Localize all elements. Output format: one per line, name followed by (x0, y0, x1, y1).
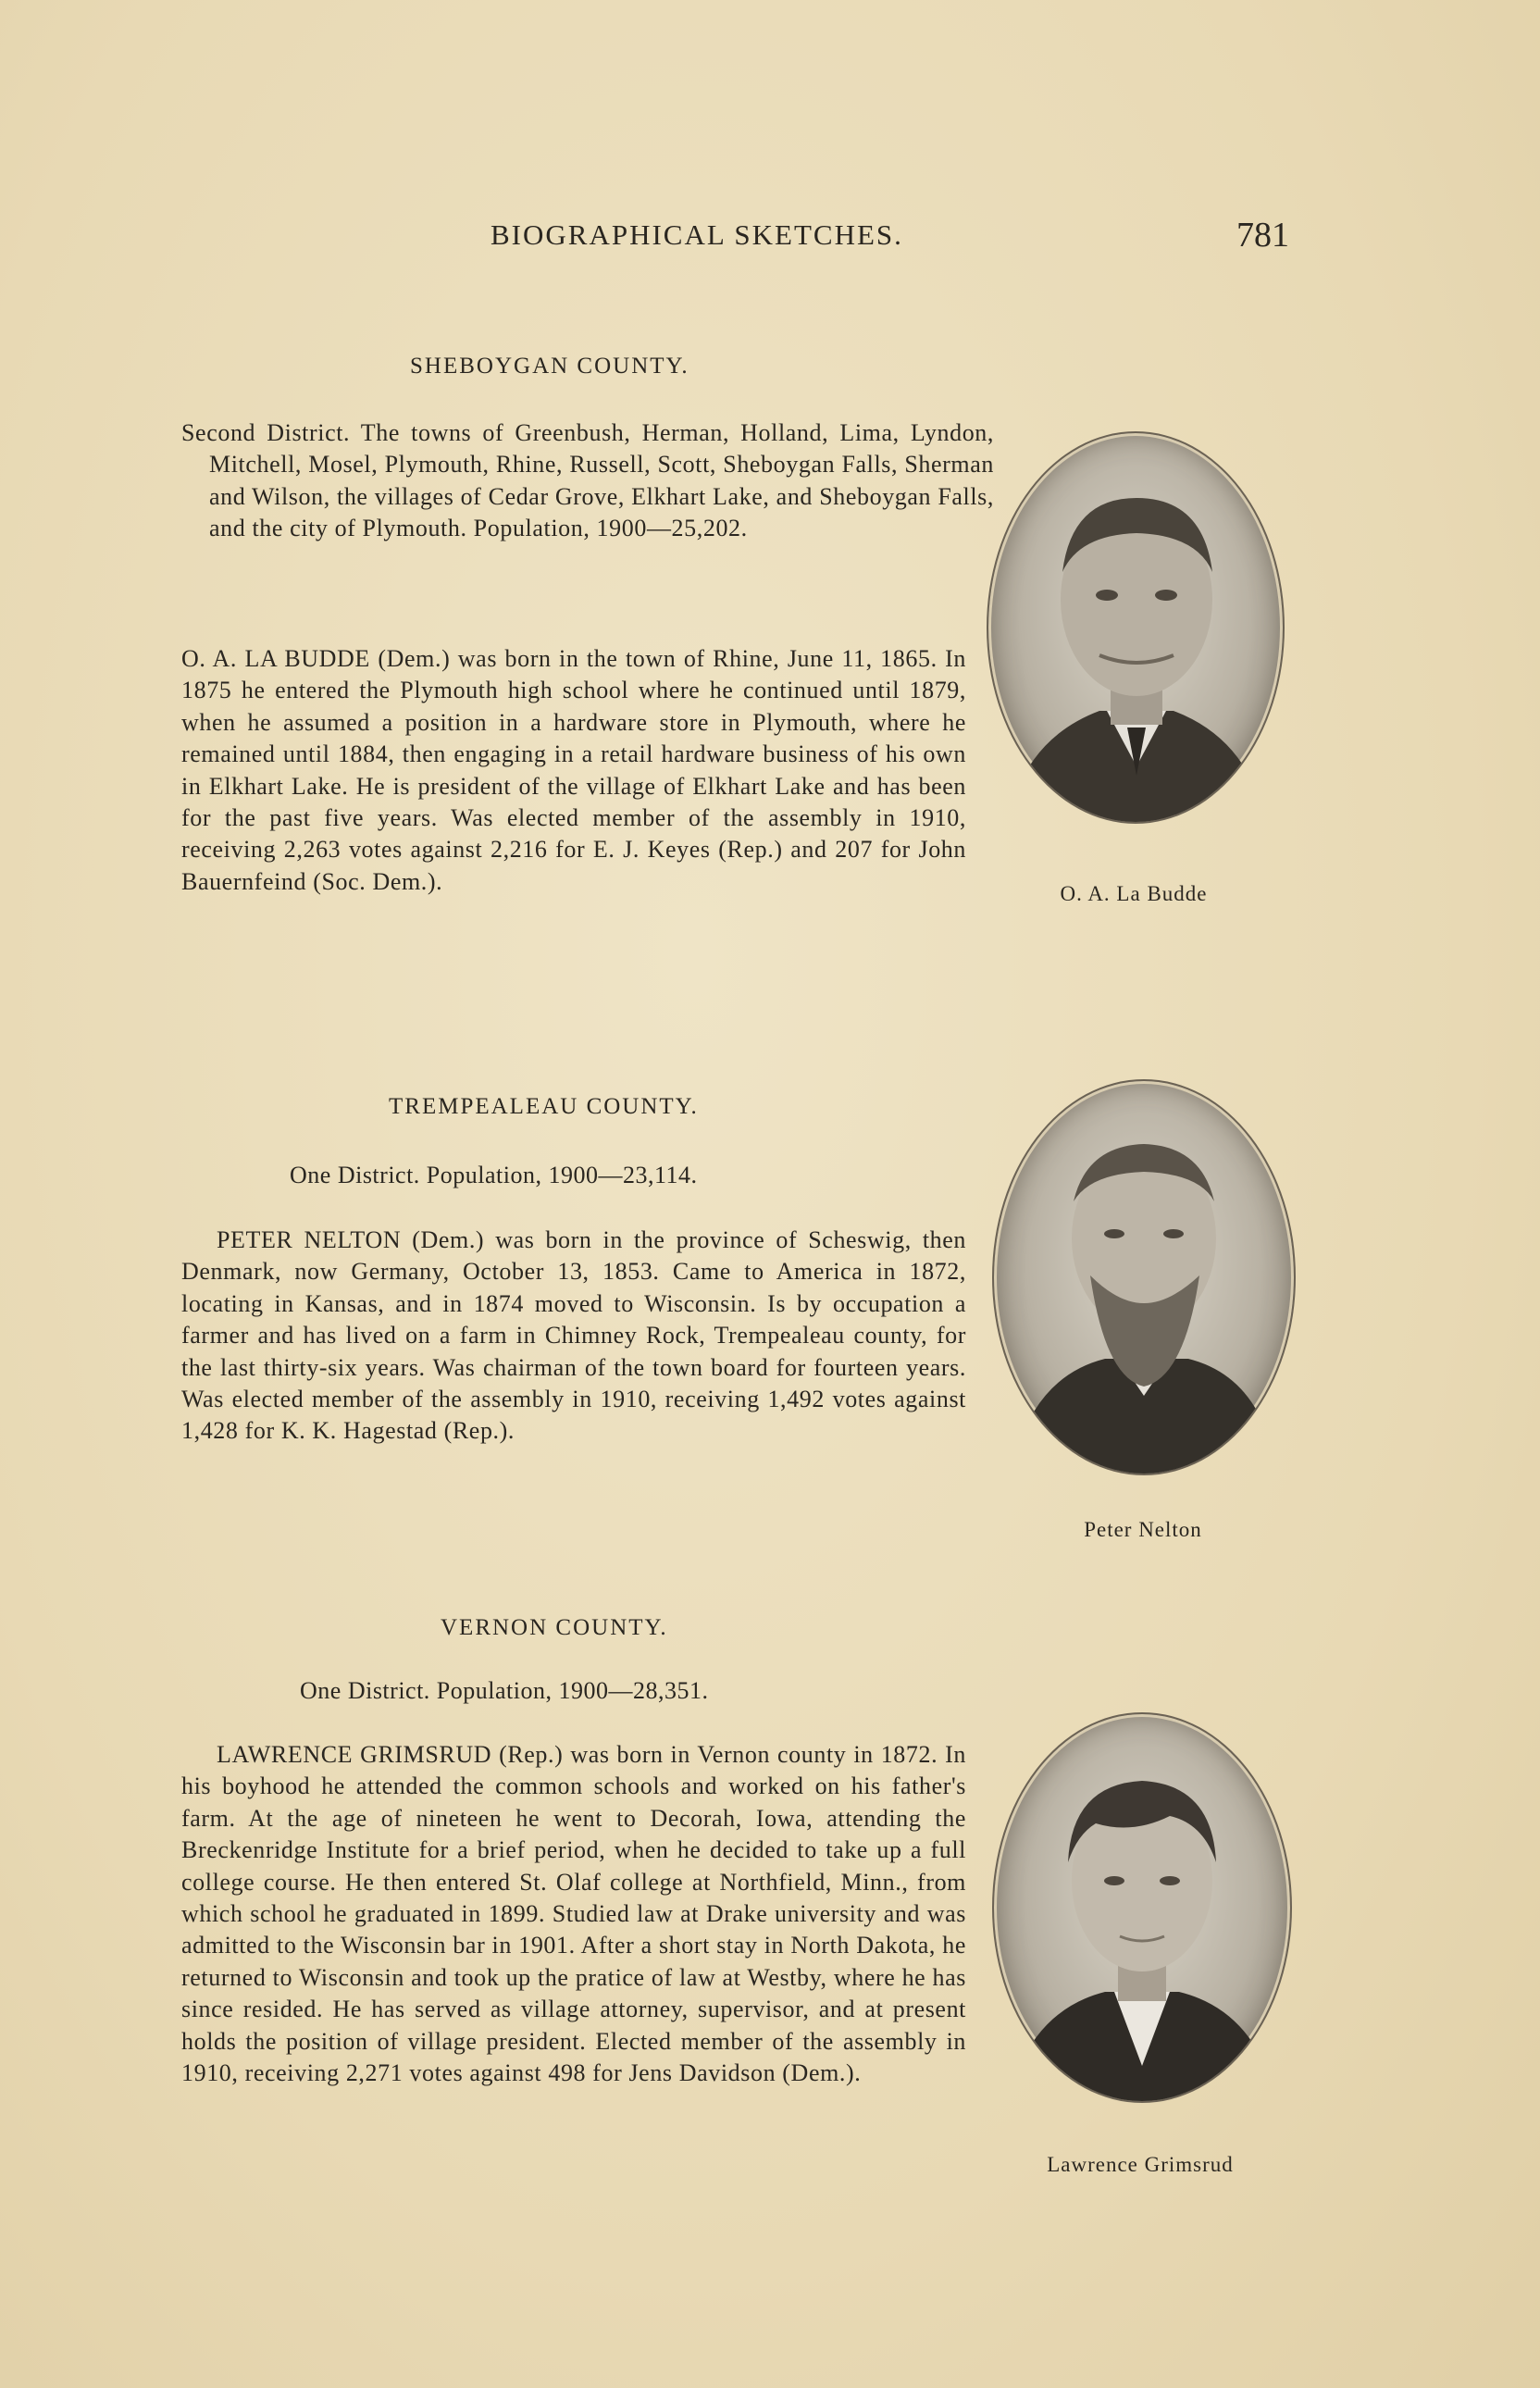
portrait-la-budde-image (988, 433, 1283, 822)
caption-grimsrud: Lawrence Grimsrud (1047, 2153, 1234, 2176)
county-heading-vernon: VERNON COUNTY. (441, 1615, 668, 1640)
caption-nelton: Peter Nelton (1084, 1518, 1202, 1541)
page-number: 781 (1236, 216, 1289, 255)
biography-nelton: PETER NELTON (Dem.) was born in the province of Scheswig, then Denmark, now Germany, October 13, 1853. Came to America in 1872, locating in Kansas, and in 1874 moved to Wisconsin. Is by occupation a farmer and has lived on a farm in Chimney Rock, Trempealeau county, for the last thirty-six years. Was chairman of the town board for fourteen years. Was elected member of the assembly in 1910, receiving 1,492 votes against 1,428 for K. K. Hagestad (Rep.). (181, 1226, 966, 1445)
portrait-nelton-image (994, 1081, 1294, 1474)
district-description-sheboygan: Second District. The towns of Greenbush, Herman, Holland, Lima, Lyndon, Mitchell, Mosel, Plymouth, Rhine, Russell, Scott, Sheboygan Falls, Sherman and Wilson, the villages of Cedar Grove, Elkhart Lake, and Sheboygan Falls, and the city of Plymouth. Population, 1900—25,202. (181, 419, 994, 542)
district-description-trempealeau: One District. Population, 1900—23,114. (290, 1162, 698, 1188)
biography-la-budde: O. A. LA BUDDE (Dem.) was born in the town of Rhine, June 11, 1865. In 1875 he entered the Plymouth high school where he continued until 1879, when he assumed a position in a hardware store in Plymouth, where he remained until 1884, then engaging in a retail hardware business of his own in Elkhart Lake. He is president of the village of Elkhart Lake and has been for the past five years. Was elected member of the assembly in 1910, receiving 2,263 votes against 2,216 for E. J. Keyes (Rep.) and 207 for John Bauernfeind (Soc. Dem.). (181, 645, 966, 895)
portrait-la-budde (987, 431, 1285, 824)
biography-grimsrud: LAWRENCE GRIMSRUD (Rep.) was born in Vernon county in 1872. In his boyhood he attended the common schools and worked on his father's farm. At the age of nineteen he went to Decorah, Iowa, attending the Breckenridge Institute for a brief period, when he decided to take up a full college course. He then entered St. Olaf college at Northfield, Minn., from which school he graduated in 1899. Studied law at Drake university and was admitted to the Wisconsin bar in 1901. After a short stay in North Dakota, he returned to Wisconsin and took up the pratice of law at Westby, where he has since resided. He has served as village attorney, supervisor, and at present holds the position of village president. Elected member of the assembly in 1910, receiving 2,271 votes against 498 for Jens Davidson (Dem.). (181, 1741, 966, 2087)
portrait-grimsrud-image (994, 1714, 1290, 2101)
district-description-vernon: One District. Population, 1900—28,351. (300, 1677, 709, 1704)
running-title: BIOGRAPHICAL SKETCHES. (491, 218, 903, 251)
county-heading-trempealeau: TREMPEALEAU COUNTY. (389, 1094, 699, 1119)
caption-la-budde: O. A. La Budde (1060, 882, 1208, 905)
portrait-nelton (992, 1079, 1296, 1475)
county-heading-sheboygan: SHEBOYGAN COUNTY. (410, 354, 689, 379)
portrait-grimsrud (992, 1712, 1292, 2103)
